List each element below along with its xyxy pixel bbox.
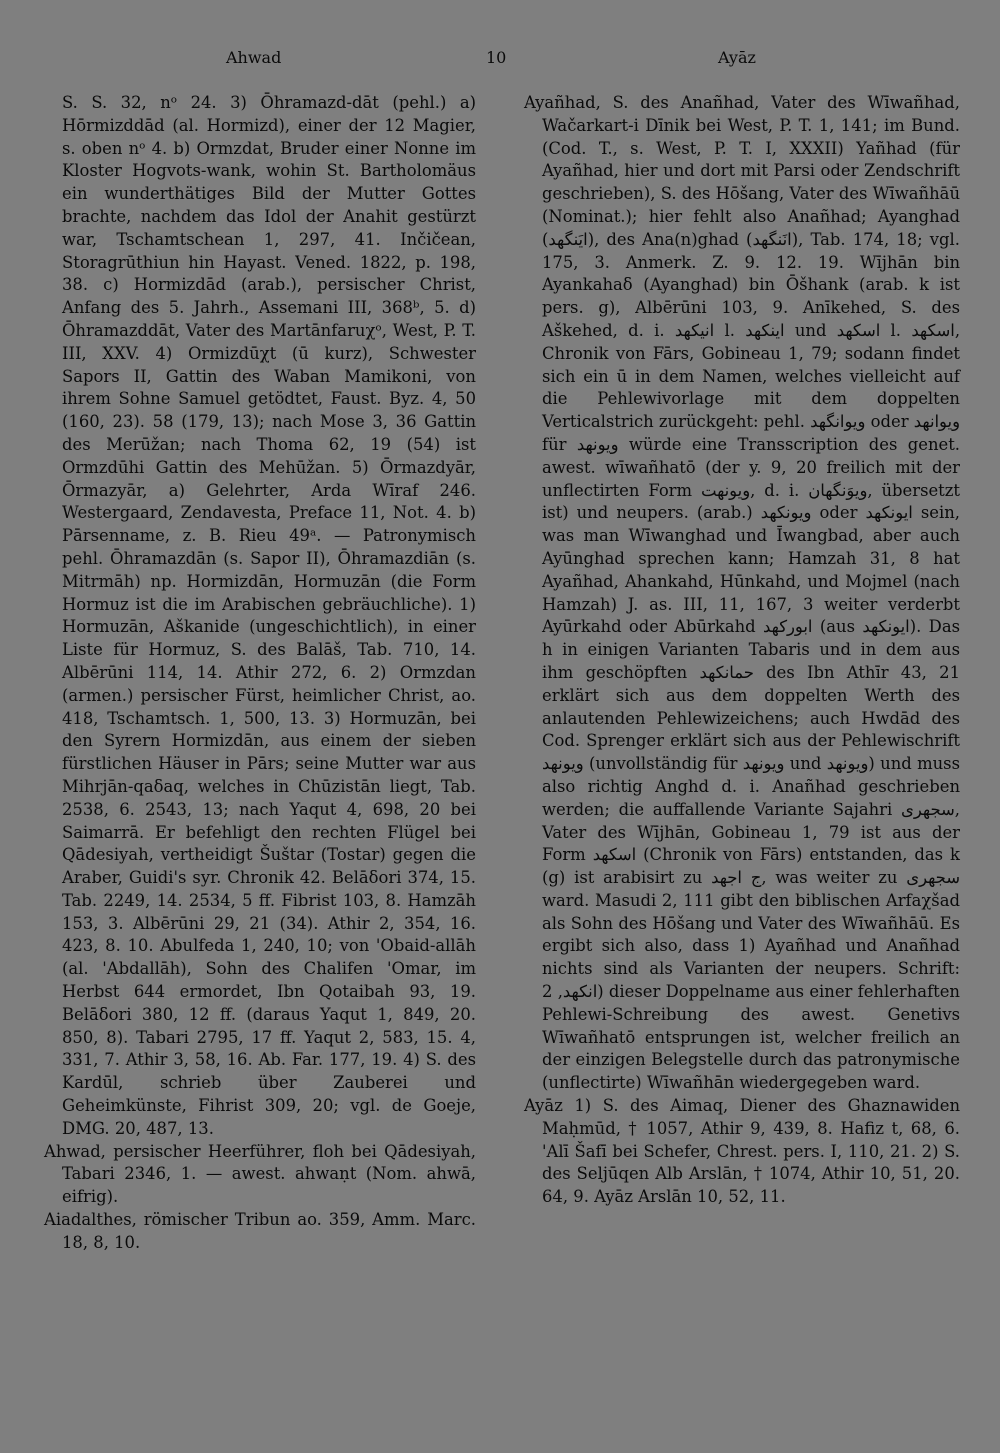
right-column	[524, 92, 960, 1209]
header-right-headword: Ayāz	[718, 48, 756, 67]
entry-ayaz: Ayāz 1) S. des Aimaq, Diener des Ghaznawiden Maḥmūd, † 1057, Athir 9, 439, 8. Hafiz t, 68, 6. 'Alī Šafī bei Schefer, Chrest. pers. I, 110, 21. 2) S. des Seljūqen Alb Arslān, † 1074, Athir 10, 51, 20. 64, 9. Ayāz Arslān 10, 52, 11.	[524, 1096, 960, 1207]
entry-aiadalthes: Aiadalthes, römischer Tribun ao. 359, Amm. Marc. 18, 8, 10.	[44, 1210, 476, 1252]
page-number: 10	[486, 48, 507, 67]
left-column	[44, 92, 476, 1255]
header-left-headword: Ahwad	[226, 48, 282, 67]
entry-ayanhad: Ayañhad, S. des Anañhad, Vater des Wīwañhad, Wačarkart-i Dīnik bei West, P. T. 1, 141; im Bund. (Cod. T., s. West, P. T. I, XXXII) Yañhad (für Ayañhad, hier und dort mit Parsi oder Zendschrift geschrieben), S. des Hōšang, Vater des Wīwañhāū (Nominat.); hier fehlt also Anañhad; Ayanghad (ایَنگهد), des Ana(n)ghad (انَنگهد), Tab. 174, 18; vgl. 175, 3. Anmerk. Z. 9. 12. 19. Wījhān bin Ayankahaδ (Ayanghad) bin Ōšhank (arab. k ist pers. g), Albērūni 103, 9. Anīkehed, S. des Aškehed, d. i. انیکهد l. اینکهد und اسکهد l. اسکهد, Chronik von Fārs, Gobineau 1, 79; sodann findet sich ein ū in dem Namen, welches vielleicht auf die Pehlewivorlage mit dem doppelten Verticalstrich zurückgeht: pehl. ويوانگهد oder ويوانهد für ويونهد würde eine Transscription des genet. awest. wīwañhatō (der y. 9, 20 freilich mit der unflectirten Form ويونهت, d. i. ويوَنگهان, übersetzt ist) und neupers. (arab.) ويونكهد oder ايونكهد sein, was man Wīwanghad und Īwangbad, aber auch Ayūnghad sprechen kann; Hamzah 31, 8 hat Ayañhad, Ahankahd, Hūnkahd, und Mojmel (nach Hamzah) J. as. III, 11, 167, 3 weiter verderbt Ayūrkahd oder Abūrkahd ابورکهد (aus ایونکهد). Das h in einigen Varianten Tabaris und in dem aus ihm geschöpften حمانکهد des Ibn Athīr 43, 21 erklärt sich aus dem doppelten Werth des anlautenden Pehlewizeichens; auch Hwdād des Cod. Sprenger erklärt sich aus der Pehlewischrift ويونهد (unvollständig für ويونهد und ويونهد) und muss also richtig Anghd d. i. Anañhad geschrieben werden; die auffallende Variante Sajahri سجهری, Vater des Wījhān, Gobineau 1, 79 ist aus der Form اسکهد (Chronik von Fārs) entstanden, das k (g) ist arabisirt zu ج اجهد, was weiter zu سجهری ward. Masudi 2, 111 gibt den biblischen Arfaχšad als Sohn des Hōšang und Vater des Wīwañhāū. Es ergibt sich also, dass 1) Ayañhad und Anañhad nichts sind als Varianten der neupers. Schrift: انکهد, 2) dieser Doppelname aus einer fehlerhaften Pehlewi-Schreibung des awest. Genetivs Wīwañhatō entsprungen ist, welcher freilich an der einzigen Belegstelle durch das patronymische (unflectirte) Wīwañhān wiedergegeben ward.	[524, 93, 961, 1093]
running-header	[0, 48, 1000, 72]
entry-ahwad: Ahwad, persischer Heerführer, floh bei Qādesiyah, Tabari 2346, 1. — awest. ahwaṇt (Nom. ahwā, eifrig).	[44, 1141, 476, 1207]
entry-continuation: S. S. 32, nᵒ 24. 3) Ōhramazd-dāt (pehl.) a) Hōrmizddād (al. Hormizd), einer der 12 Magier, s. oben nᵒ 4. b) Ormzdat, Bruder einer Nonne im Kloster Hogvots-wank, wohin St. Bartholomäus ein wunderthätiges Bild der Mutter Gottes brachte, nachdem das Idol der Anahit gestürzt war, Tschamtschean 1, 297, 41. Inčičean, Storagrūthiun hin Hayast. Vened. 1822, p. 198, 38. c) Hormizdād (arab.), persischer Christ, Anfang des 5. Jahrh., Assemani III, 368ᵇ, 5. d) Ōhramazddāt, Vater des Martānfaruχᵒ, West, P. T. III, XXV. 4) Ormizdūχt (ū kurz), Schwester Sapors II, Gattin des Waban Mamikoni, von ihrem Sohne Samuel getödtet, Faust. Byz. 4, 50 (160, 23). 58 (179, 13); nach Mose 3, 36 Gattin des Merūžan; nach Thoma 62, 19 (54) ist Ormzdūhi Gattin des Mehūžan. 5) Ōrmazdyār, Ōrmazyār, a) Gelehrter, Arda Wīraf 246. Westergaard, Zendavesta, Preface 11, Not. 4. b) Pārsenname, z. B. Rieu 49ᵃ. — Patronymisch pehl. Ōhramazdān (s. Sapor II), Ōhramazdiān (s. Mitrmāh) np. Hormizdān, Hormuzān (die Form Hormuz ist die im Arabischen gebräuchliche). 1) Hormuzān, Aškanide (ungeschichtlich), in einer Liste für Hormuz, S. des Balāš, Tab. 710, 14. Albērūni 114, 14. Athir 272, 6. 2) Ormzdan (armen.) persischer Fürst, heimlicher Christ, ao. 418, Tschamtsch. 1, 500, 13. 3) Hormuzān, bei den Syrern Hormizdān, aus einem der sieben fürstlichen Häuser in Pārs; seine Mutter war aus Mihrjān-qaδaq, welches in Chūzistān liegt, Tab. 2538, 6. 2543, 13; nach Yaqut 4, 698, 20 bei Saimarrā. Er befehligt den rechten Flügel bei Qādesiyah, vertheidigt Šuštar (Tostar) gegen die Araber, Guidi's syr. Chronik 42. Belāδori 374, 15. Tab. 2249, 14. 2534, 5 ff. Fibrist 103, 8. Hamzāh 153, 3. Albērūni 29, 21 (34). Athir 2, 354, 16. 423, 8. 10. Abulfeda 1, 240, 10; von 'Obaid-allāh (al. 'Abdallāh), Sohn des Chalifen 'Omar, im Herbst 644 ermordet, Ibn Qotaibah 93, 19. Belāδori 380, 12 ff. (daraus Yaqut 1, 849, 20. 850, 8). Tabari 2795, 17 ff. Yaqut 2, 583, 15. 4, 331, 7. Athir 3, 58, 16. Ab. Far. 177, 19. 4) S. des Kardūl, schrieb über Zauberei und Geheimkünste, Fihrist 309, 20; vgl. de Goeje, DMG. 20, 487, 13.	[62, 93, 476, 1138]
